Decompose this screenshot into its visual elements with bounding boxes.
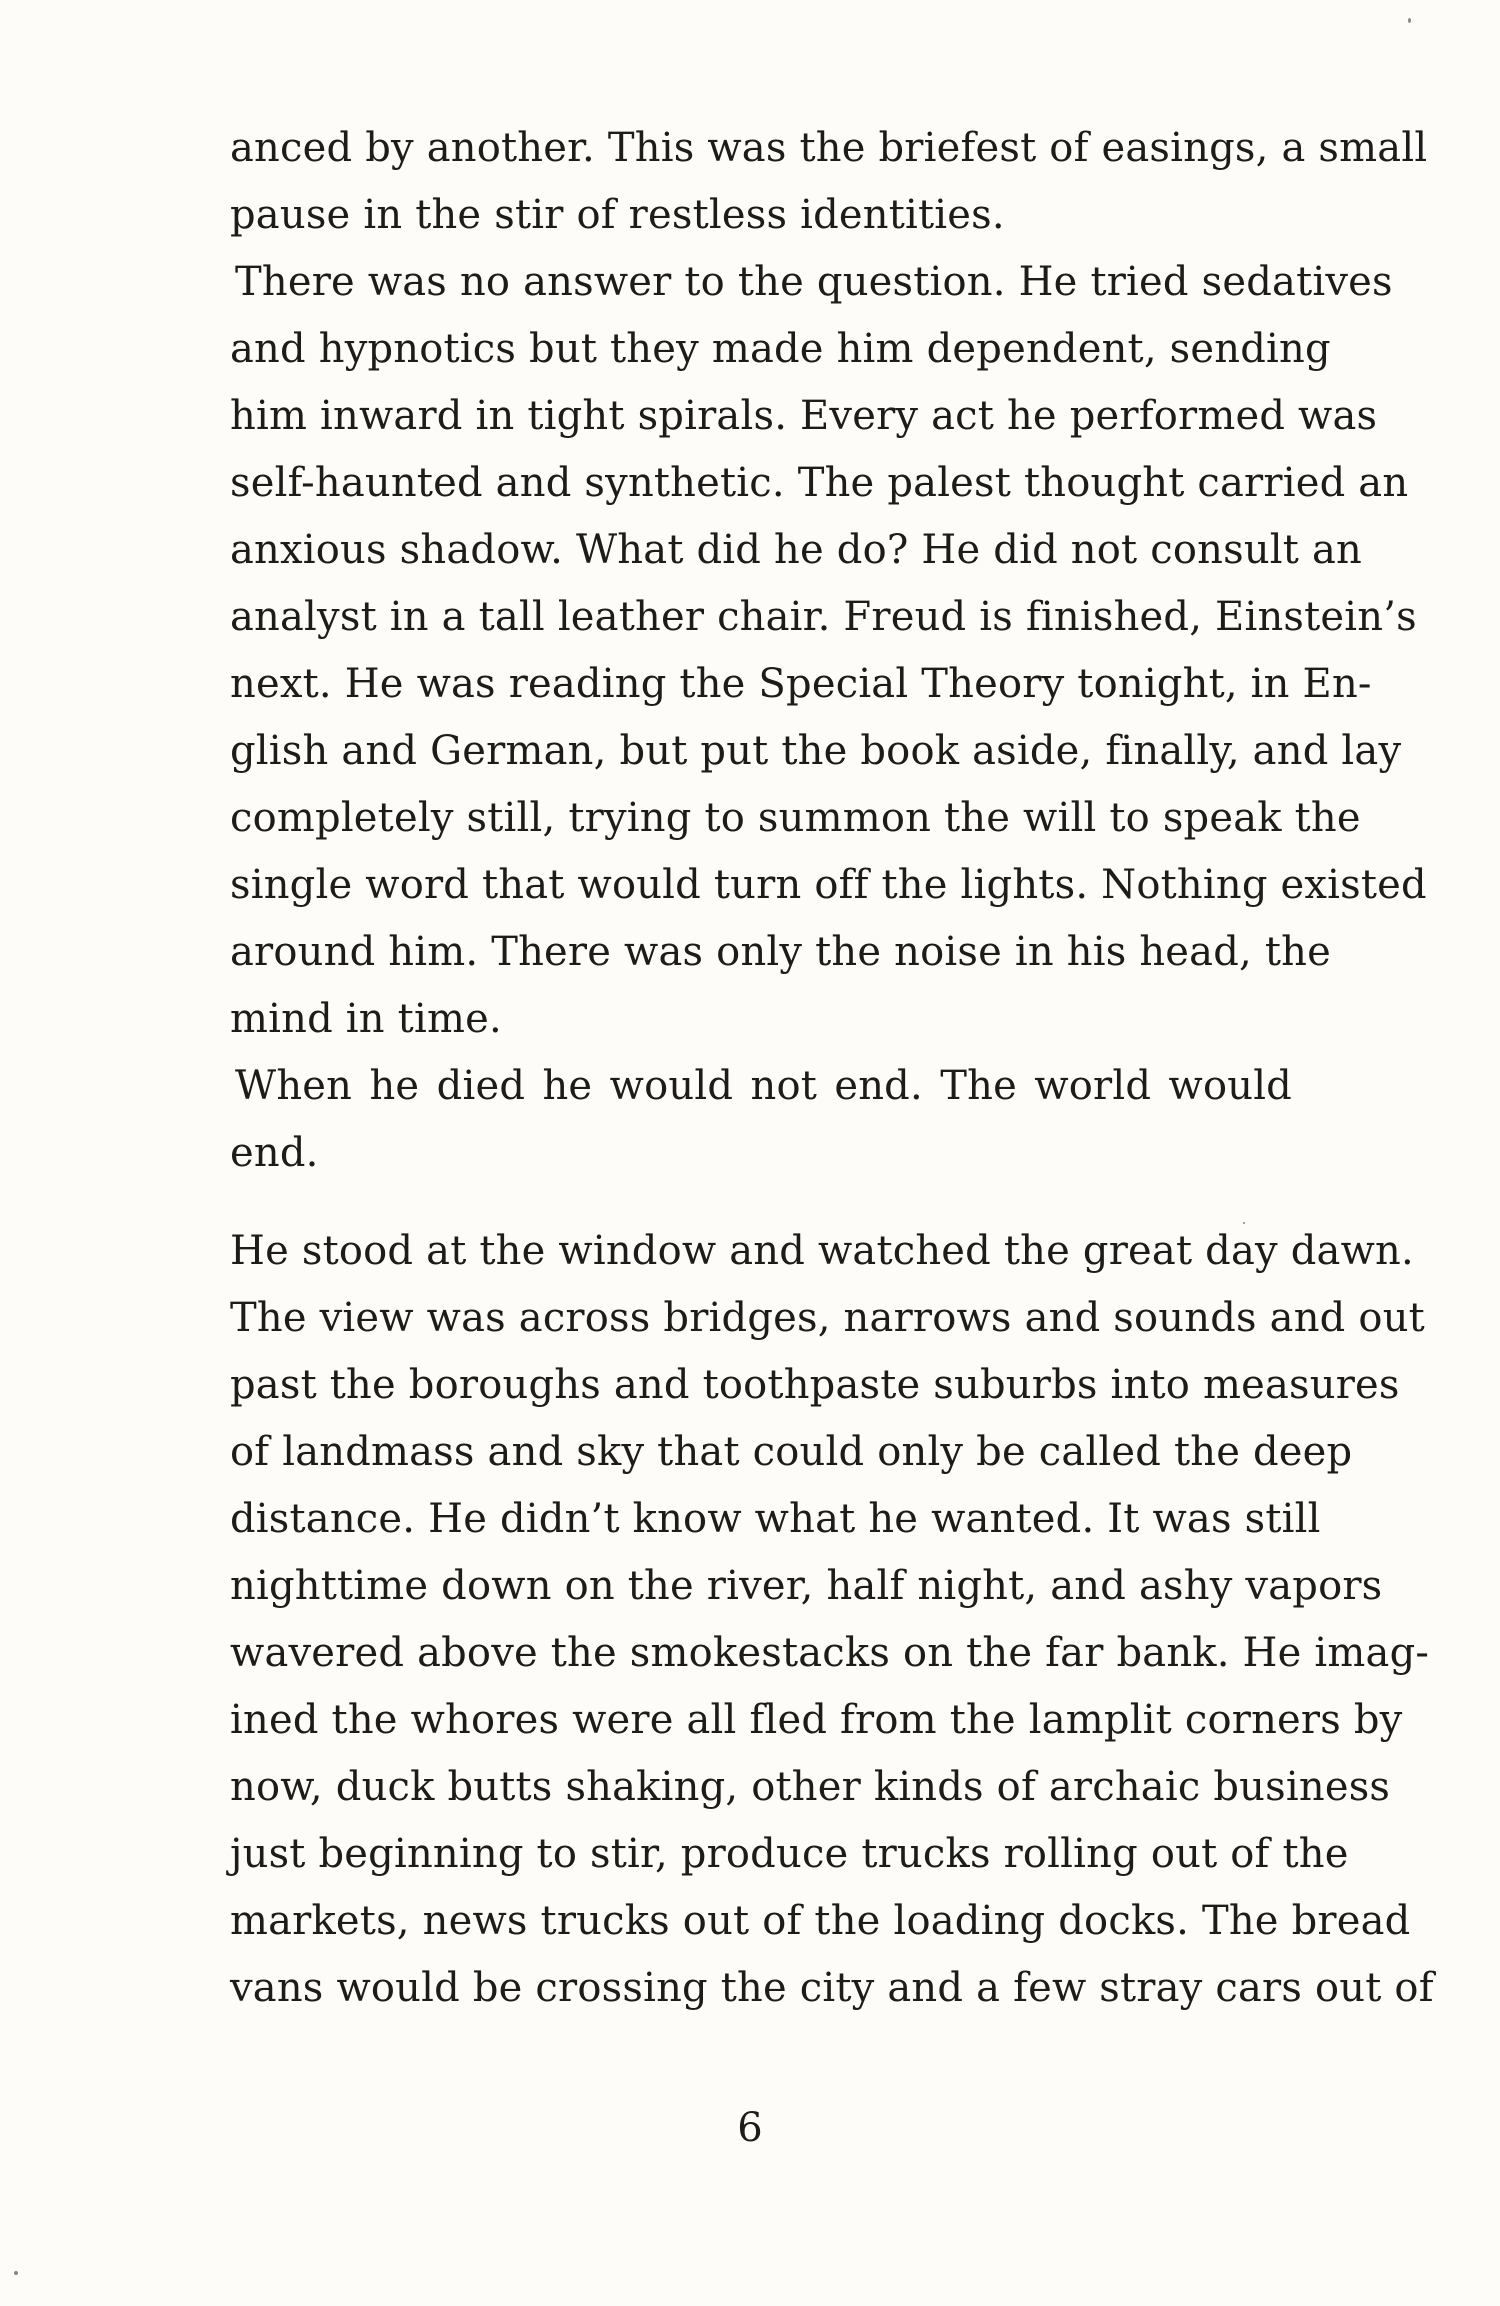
text-line: single word that would turn off the lights. Nothing existed xyxy=(230,862,1427,908)
text-line: just beginning to stir, produce trucks rolling out of the xyxy=(230,1831,1349,1877)
text-line: anced by another. This was the briefest of easings, a small xyxy=(230,125,1428,171)
text-line: The view was across bridges, narrows and sounds and out xyxy=(230,1295,1425,1341)
text-line: wavered above the smokestacks on the far bank. He imag- xyxy=(230,1630,1430,1676)
text-line: anxious shadow. What did he do? He did not consult an xyxy=(230,527,1362,573)
page-number: 6 xyxy=(737,2105,763,2151)
paper-speck xyxy=(14,2271,18,2275)
text-line: now, duck butts shaking, other kinds of archaic business xyxy=(230,1764,1391,1810)
text-line: self-haunted and synthetic. The palest thought carried an xyxy=(230,460,1409,506)
text-line: him inward in tight spirals. Every act he performed was xyxy=(230,393,1378,439)
text-line: of landmass and sky that could only be called the deep xyxy=(230,1429,1353,1475)
text-line: glish and German, but put the book aside, finally, and lay xyxy=(230,728,1402,774)
text-line: He stood at the window and watched the great day dawn. xyxy=(230,1228,1414,1274)
text-line: mind in time. xyxy=(230,996,502,1042)
text-block-bottom xyxy=(230,1218,1434,2022)
text-line: nighttime down on the river, half night, and ashy vapors xyxy=(230,1563,1383,1609)
text-line: There was no answer to the question. He tried sedatives xyxy=(235,259,1393,305)
text-line: analyst in a tall leather chair. Freud is finished, Einstein’s xyxy=(230,594,1417,640)
text-line: around him. There was only the noise in his head, the xyxy=(230,929,1331,975)
text-block-top xyxy=(230,115,1428,1187)
text-line: markets, news trucks out of the loading docks. The bread xyxy=(230,1898,1411,1944)
text-line: next. He was reading the Special Theory tonight, in En- xyxy=(230,661,1372,707)
paper-speck xyxy=(1243,1222,1245,1224)
text-line: past the boroughs and toothpaste suburbs into measures xyxy=(230,1362,1400,1408)
text-line: ined the whores were all fled from the lamplit corners by xyxy=(230,1697,1403,1743)
text-line: pause in the stir of restless identities. xyxy=(230,192,1005,238)
text-line: completely still, trying to summon the will to speak the xyxy=(230,795,1361,841)
text-line: vans would be crossing the city and a few stray cars out of xyxy=(230,1965,1434,2011)
text-line: end. xyxy=(230,1130,319,1176)
text-line: When he died he would not end. The world would xyxy=(235,1063,1292,1109)
text-line: distance. He didn’t know what he wanted. It was still xyxy=(230,1496,1321,1542)
paper-speck xyxy=(1408,18,1411,23)
text-line: and hypnotics but they made him dependent, sending xyxy=(230,326,1331,372)
